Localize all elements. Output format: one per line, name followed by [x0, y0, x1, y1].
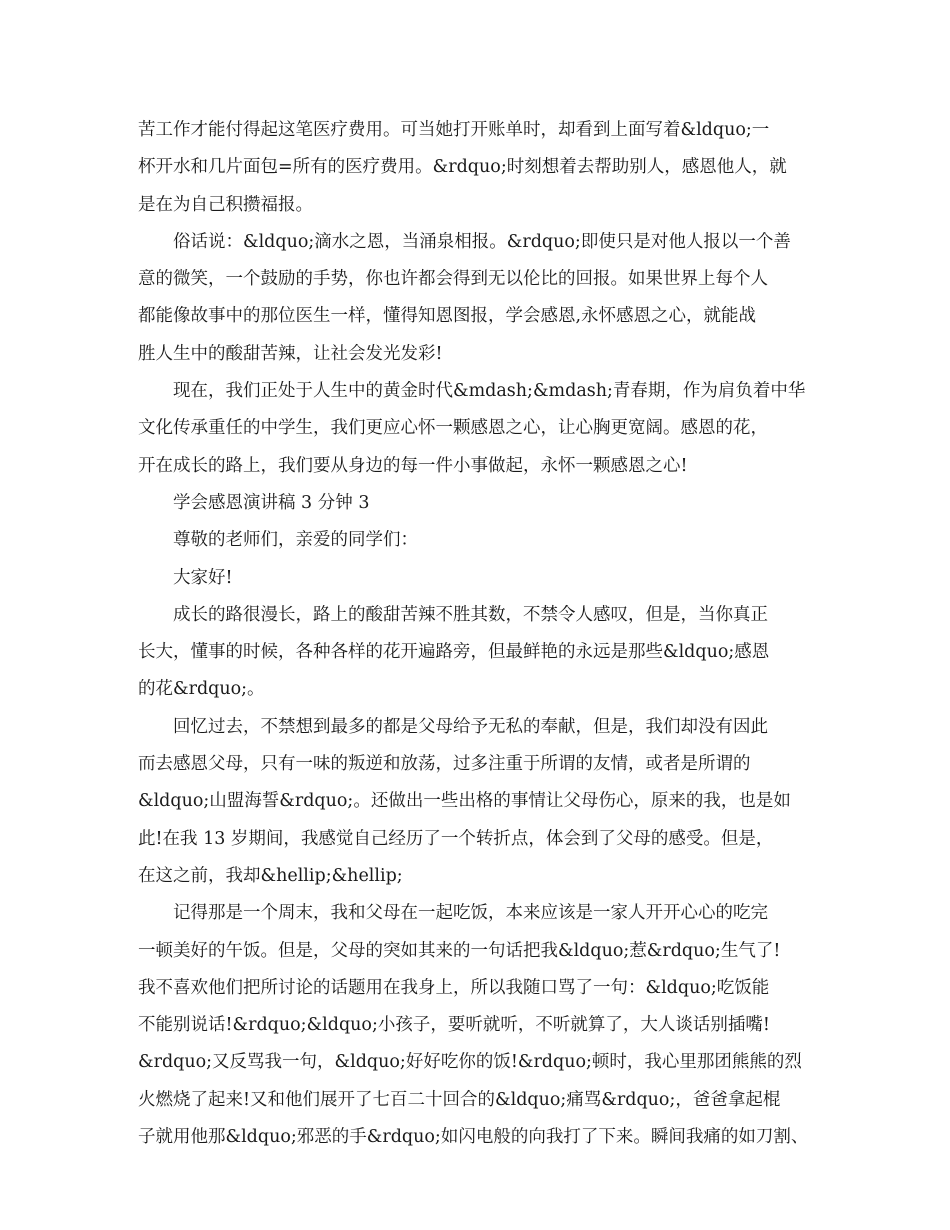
text-line: 都能像故事中的那位医生一样，懂得知恩图报，学会感恩,永怀感恩之心，就能战	[138, 306, 757, 327]
text-line: 胜人生中的酸甜苦辣，让社会发光发彩!	[138, 343, 443, 364]
document-body	[138, 112, 828, 1156]
text-line: 此!在我 13 岁期间，我感觉自己经历了一个转折点，体会到了父母的感受。但是，	[138, 828, 774, 849]
text-line: 子就用他那&ldquo;邪恶的手&rdquo;如闪电般的向我打了下来。瞬间我痛的如刀割、	[138, 1127, 809, 1148]
text-line: 长大，懂事的时候，各种各样的花开遍路旁，但最鲜艳的永远是那些&ldquo;感恩	[138, 642, 770, 663]
text-line: 俗话说：&ldquo;滴水之恩，当涌泉相报。&rdquo;即使只是对他人报以一个善	[173, 231, 791, 252]
text-line: 记得那是一个周末，我和父母在一起吃饭，本来应该是一家人开开心心的吃完	[173, 903, 768, 924]
text-line: 成长的路很漫长，路上的酸甜苦辣不胜其数，不禁令人感叹，但是，当你真正	[173, 604, 768, 625]
text-line: 杯开水和几片面包=所有的医疗费用。&rdquo;时刻想着去帮助别人，感恩他人，就	[138, 157, 787, 178]
text-line: 文化传承重任的中学生，我们更应心怀一颗感恩之心，让心胸更宽阔。感恩的花，	[138, 418, 768, 439]
text-line: &ldquo;山盟海誓&rdquo;。还做出一些出格的事情让父母伤心，原来的我，也是如	[138, 791, 791, 812]
text-line: 苦工作才能付得起这笔医疗费用。可当她打开账单时，却看到上面写着&ldquo;一	[138, 120, 770, 140]
text-line: 回忆过去，不禁想到最多的都是父母给予无私的奉献，但是，我们却没有因此	[173, 716, 768, 737]
text-line: 现在，我们正处于人生中的黄金时代&mdash;&mdash;青春期，作为肩负着中华	[173, 381, 806, 402]
text-line: 而去感恩父母，只有一味的叛逆和放荡，过多注重于所谓的友情，或者是所谓的	[138, 754, 751, 775]
text-line: 在这之前，我却&hellip;&hellip;	[138, 865, 403, 886]
text-line: 是在为自己积攒福报。	[138, 194, 313, 215]
text-line: 尊敬的老师们，亲爱的同学们：	[173, 530, 418, 551]
text-line: 学会感恩演讲稿 3 分钟 3	[173, 492, 370, 513]
text-line: 意的微笑，一个鼓励的手势，你也许都会得到无以伦比的回报。如果世界上每个人	[138, 269, 768, 290]
text-line: 不能别说话!&rdquo;&ldquo;小孩子，要听就听，不听就算了，大人谈话别插嘴!	[138, 1015, 770, 1036]
text-line: &rdquo;又反骂我一句，&ldquo;好好吃你的饭!&rdquo;顿时，我心里那团熊熊的烈	[138, 1052, 802, 1073]
text-line: 一顿美好的午饭。但是，父母的突如其来的一句话把我&ldquo;惹&rdquo;生气了!	[138, 940, 781, 961]
text-line: 的花&rdquo;。	[138, 679, 265, 700]
text-line: 开在成长的路上，我们要从身边的每一件小事做起，永怀一颗感恩之心!	[138, 455, 688, 476]
text-line: 我不喜欢他们把所讨论的话题用在我身上，所以我随口骂了一句：&ldquo;吃饭能	[138, 977, 770, 998]
text-line: 火燃烧了起来!又和他们展开了七百二十回合的&ldquo;痛骂&rdquo;，爸爸拿起棍	[138, 1089, 781, 1110]
text-line: 大家好!	[173, 567, 233, 588]
